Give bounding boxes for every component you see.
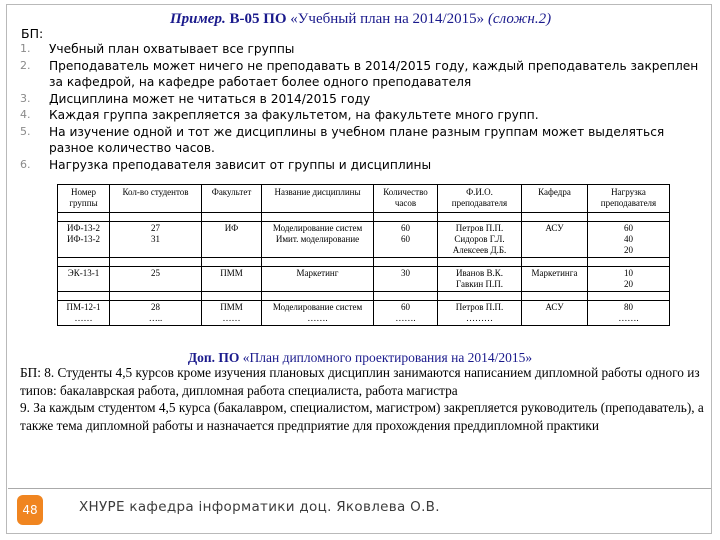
rule-item	[20, 107, 700, 124]
table-cell: Моделирование систем …….	[262, 301, 374, 326]
spacer-row	[58, 292, 670, 301]
empty-cell	[58, 258, 110, 267]
table-cell: Петров П.П. ………	[438, 301, 522, 326]
business-rules-list	[20, 41, 700, 173]
column-header: Факультет	[202, 185, 262, 213]
empty-cell	[110, 258, 202, 267]
rule-number: 3.	[20, 91, 31, 105]
rule-number: 5.	[20, 124, 31, 138]
table-cell: 60 …….	[374, 301, 438, 326]
rule-item	[20, 124, 700, 157]
rule-text: На изучение одной и тот же дисциплины в учебном плане разным группам может выделяться разное количество часов.	[49, 124, 665, 155]
column-header: Кафедра	[522, 185, 588, 213]
empty-cell	[374, 292, 438, 301]
column-header: Нагрузка преподавателя	[588, 185, 670, 213]
title-code: В-05 ПО	[229, 11, 287, 27]
title-example-label: Пример.	[170, 11, 226, 27]
rule-number: 4.	[20, 108, 31, 121]
empty-cell	[202, 258, 262, 267]
table-cell: 30	[374, 267, 438, 292]
table-cell: ИФ-13-2 ИФ-13-2	[58, 222, 110, 258]
empty-cell	[374, 213, 438, 222]
empty-cell	[202, 213, 262, 222]
empty-cell	[438, 292, 522, 301]
table-cell: 27 31	[110, 222, 202, 258]
table-cell: АСУ	[522, 222, 588, 258]
rule-item	[20, 157, 700, 174]
rule-text: Учебный план охватывает все группы	[49, 42, 295, 56]
table-cell: ПММ	[202, 267, 262, 292]
rule-item	[20, 41, 700, 58]
column-header: Количество часов	[374, 185, 438, 213]
empty-cell	[522, 292, 588, 301]
footer-text: ХНУРЕ кафедра інформатики доц. Яковлева О.В.	[79, 499, 440, 515]
empty-cell	[588, 258, 670, 267]
table-cell: 10 20	[588, 267, 670, 292]
rule-text: Нагрузка преподавателя зависит от группы и дисциплины	[49, 157, 432, 172]
table-cell: 25	[110, 267, 202, 292]
table-row	[58, 301, 670, 326]
table-cell: ПММ ……	[202, 301, 262, 326]
empty-cell	[262, 213, 374, 222]
sub-title-code: Доп. ПО	[187, 350, 240, 365]
paragraph-bp-8: БП: 8. Студенты 4,5 курсов кроме изучения плановых дисциплин занимаются написанием дипломной работы одного из типов: бакалаврская работа, дипломная работа специалиста, работа магистра	[20, 365, 700, 398]
empty-cell	[262, 258, 374, 267]
study-plan-table	[57, 184, 670, 326]
table-cell: ПМ-12-1 ……	[58, 301, 110, 326]
empty-cell	[588, 213, 670, 222]
empty-cell	[58, 213, 110, 222]
empty-cell	[202, 292, 262, 301]
empty-cell	[110, 213, 202, 222]
empty-cell	[58, 292, 110, 301]
empty-cell	[438, 213, 522, 222]
table-cell: Маркетинга	[522, 267, 588, 292]
table-body	[58, 213, 670, 326]
table-cell: 60 40 20	[588, 222, 670, 258]
table-row	[58, 267, 670, 292]
empty-cell	[262, 292, 374, 301]
empty-cell	[522, 258, 588, 267]
empty-cell	[110, 292, 202, 301]
slide-title	[170, 11, 710, 28]
empty-cell	[522, 213, 588, 222]
table-cell: 80 …….	[588, 301, 670, 326]
column-header: Кол-во студентов	[110, 185, 202, 213]
table-cell: ИФ	[202, 222, 262, 258]
page-number-badge: 48	[17, 495, 43, 525]
column-header: Ф.И.О. преподавателя	[438, 185, 522, 213]
bp-label: БП:	[21, 26, 44, 41]
table-cell: Маркетинг	[262, 267, 374, 292]
spacer-row	[58, 258, 670, 267]
title-hint: (сложн.2)	[487, 11, 552, 27]
table-cell: 60 60	[374, 222, 438, 258]
empty-cell	[438, 258, 522, 267]
empty-cell	[588, 292, 670, 301]
rule-item	[20, 58, 700, 91]
spacer-row	[58, 213, 670, 222]
table-cell: Иванов В.К. Гавкин П.П.	[438, 267, 522, 292]
column-header: Название дисциплины	[262, 185, 374, 213]
paragraph-bp-9: 9. За каждым студентом 4,5 курса (бакалавром, специалистом, магистром) закрепляется руководитель (преподаватель), а также тема дипломной работы и назначается предприятие для прохождения преддипломной практики	[20, 400, 704, 433]
table-cell: Петров П.П. Сидоров Г.Л. Алексеев Д.Б.	[438, 222, 522, 258]
table-cell: 28 …..	[110, 301, 202, 326]
empty-cell	[374, 258, 438, 267]
rule-number: 2.	[20, 58, 31, 72]
table-row	[58, 222, 670, 258]
table-cell: Моделирование систем Имит. моделирование	[262, 222, 374, 258]
column-header: Номер группы	[58, 185, 110, 213]
rule-text: Дисциплина может не читаться в 2014/2015 году	[49, 91, 371, 106]
rule-number: 6.	[20, 157, 31, 171]
rule-text: Преподаватель может ничего не преподавать в 2014/2015 году, каждый преподаватель закреплен за кафедрой, на кафедре работает более одного преподавателя	[49, 58, 699, 89]
rule-item	[20, 91, 700, 108]
sub-title-name: «План дипломного проектирования на 2014/2015»	[242, 350, 533, 365]
table-cell: АСУ	[522, 301, 588, 326]
footer-divider	[8, 488, 711, 489]
table-cell: ЭК-13-1	[58, 267, 110, 292]
table-header-row	[58, 185, 670, 213]
title-name: «Учебный план на 2014/2015»	[290, 11, 485, 27]
rule-text: Каждая группа закрепляется за факультетом, на факультете много групп.	[49, 108, 539, 122]
rule-number: 1.	[20, 42, 31, 55]
